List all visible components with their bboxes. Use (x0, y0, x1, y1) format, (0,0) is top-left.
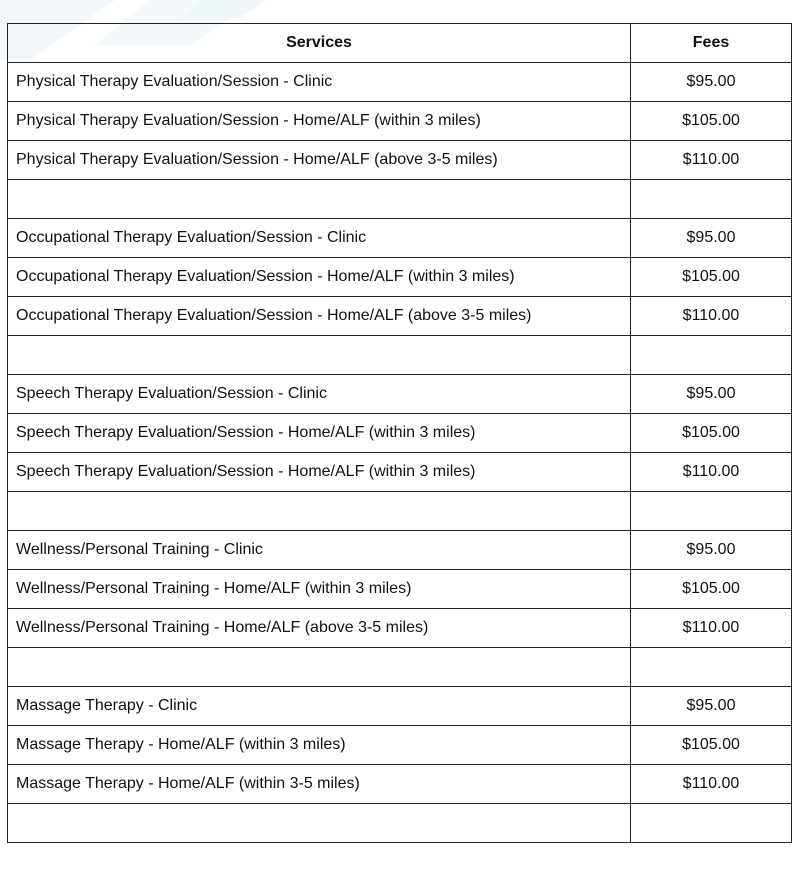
service-name-cell: Occupational Therapy Evaluation/Session - Clinic (8, 219, 631, 258)
fee-cell: $105.00 (631, 726, 792, 765)
fee-cell (631, 180, 792, 219)
table-row (8, 687, 792, 726)
service-name-cell (8, 804, 631, 843)
service-name-cell (8, 336, 631, 375)
fee-cell: $110.00 (631, 765, 792, 804)
service-name-cell: Speech Therapy Evaluation/Session - Home/ALF (within 3 miles) (8, 414, 631, 453)
table-body (8, 63, 792, 843)
table-row (8, 609, 792, 648)
fee-cell: $105.00 (631, 570, 792, 609)
service-name-cell: Physical Therapy Evaluation/Session - Clinic (8, 63, 631, 102)
table-row (8, 531, 792, 570)
table-row (8, 141, 792, 180)
table-row (8, 336, 792, 375)
service-name-cell: Wellness/Personal Training - Clinic (8, 531, 631, 570)
fee-cell: $110.00 (631, 141, 792, 180)
service-name-cell: Wellness/Personal Training - Home/ALF (within 3 miles) (8, 570, 631, 609)
fee-cell: $110.00 (631, 609, 792, 648)
table-row (8, 453, 792, 492)
service-name-cell: Massage Therapy - Home/ALF (within 3-5 miles) (8, 765, 631, 804)
table-row (8, 726, 792, 765)
services-column-header: Services (8, 24, 631, 63)
table-row (8, 570, 792, 609)
fee-cell: $95.00 (631, 63, 792, 102)
table-row (8, 804, 792, 843)
table-row (8, 219, 792, 258)
fee-cell: $95.00 (631, 687, 792, 726)
table-row (8, 492, 792, 531)
table-row (8, 765, 792, 804)
table-row (8, 414, 792, 453)
service-name-cell (8, 492, 631, 531)
fee-cell (631, 648, 792, 687)
service-name-cell (8, 180, 631, 219)
fee-cell: $110.00 (631, 297, 792, 336)
fee-cell (631, 492, 792, 531)
table-row (8, 375, 792, 414)
service-name-cell: Massage Therapy - Clinic (8, 687, 631, 726)
services-fees-table (7, 23, 792, 843)
fee-cell: $95.00 (631, 531, 792, 570)
table-row (8, 180, 792, 219)
service-name-cell (8, 648, 631, 687)
fees-column-header: Fees (631, 24, 792, 63)
fee-cell: $95.00 (631, 375, 792, 414)
table-header-row (8, 24, 792, 63)
service-name-cell: Wellness/Personal Training - Home/ALF (above 3-5 miles) (8, 609, 631, 648)
table-row (8, 648, 792, 687)
service-name-cell: Physical Therapy Evaluation/Session - Home/ALF (above 3-5 miles) (8, 141, 631, 180)
service-name-cell: Physical Therapy Evaluation/Session - Home/ALF (within 3 miles) (8, 102, 631, 141)
fee-cell: $95.00 (631, 219, 792, 258)
service-name-cell: Occupational Therapy Evaluation/Session - Home/ALF (within 3 miles) (8, 258, 631, 297)
service-name-cell: Speech Therapy Evaluation/Session - Home/ALF (within 3 miles) (8, 453, 631, 492)
table-row (8, 63, 792, 102)
fee-cell: $105.00 (631, 102, 792, 141)
table-row (8, 297, 792, 336)
table-row (8, 102, 792, 141)
service-name-cell: Speech Therapy Evaluation/Session - Clinic (8, 375, 631, 414)
table-row (8, 258, 792, 297)
fee-cell (631, 804, 792, 843)
fee-cell: $105.00 (631, 414, 792, 453)
service-name-cell: Massage Therapy - Home/ALF (within 3 miles) (8, 726, 631, 765)
fee-cell: $105.00 (631, 258, 792, 297)
service-name-cell: Occupational Therapy Evaluation/Session - Home/ALF (above 3-5 miles) (8, 297, 631, 336)
fee-cell (631, 336, 792, 375)
fee-cell: $110.00 (631, 453, 792, 492)
